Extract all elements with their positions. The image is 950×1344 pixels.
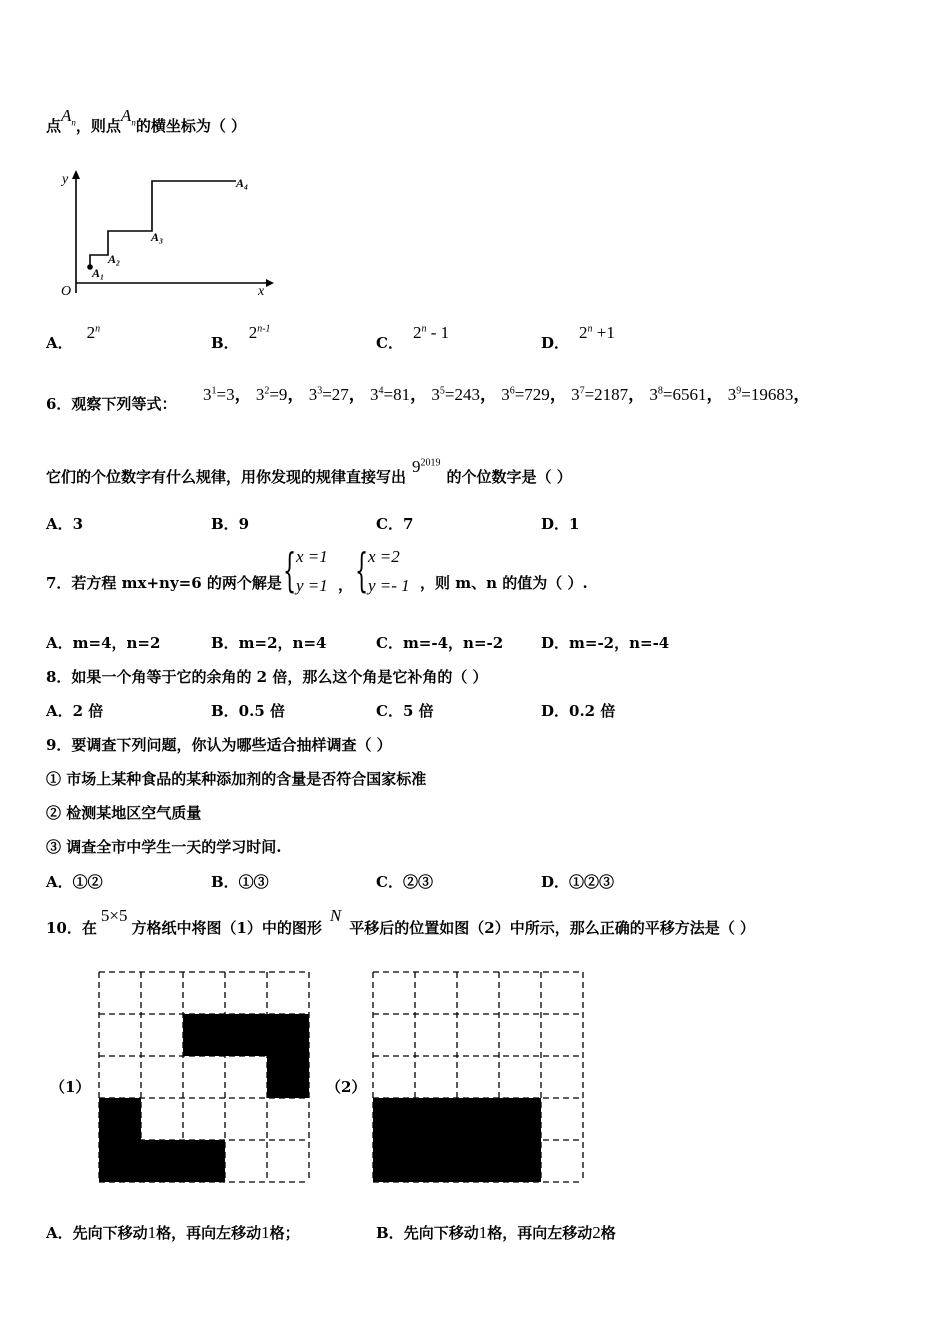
q5-option-c-expr: 2$^n$ - 1 (412, 323, 450, 342)
q6-stem: 6．观察下列等式： (46, 395, 177, 413)
q8-option-c[interactable]: C．5 倍 (376, 702, 434, 720)
q5-staircase-figure (56, 165, 296, 300)
q8-option-d[interactable]: D．0.2 倍 (541, 702, 616, 720)
q7-option-b[interactable]: B．m=2，n=4 (211, 634, 327, 652)
shape-upper-piece (183, 1014, 309, 1098)
q10-stem: 10．在5×5方格纸中将图（1）中的图形N平移后的位置如图（2）中所示，那么正确的平移方法是（ ） (46, 906, 755, 937)
q6-eq-2: $3^2=9$ (255, 385, 288, 404)
q5-option-b-expr: 2$^{n-1}$ (248, 323, 271, 342)
q6-question-line: 它们的个位数字有什么规律，用你发现的规律直接写出$9^{2019}$的个位数字是（ ） (46, 457, 572, 486)
q9-item-3: ③ 调查全市中学生一天的学习时间. (46, 838, 282, 856)
point-a3-label: A₃ (151, 230, 164, 244)
q5-option-d-expr: $2^n +1$ (579, 323, 615, 342)
q8-stem: 8．如果一个角等于它的余角的 2 倍，那么这个角是它补角的（ ） (46, 668, 488, 686)
q10-shape-name: N (329, 906, 342, 925)
q6-eq-8: $3^8=6561$ (649, 385, 707, 404)
q7-brace-1: { (283, 543, 297, 597)
q6-eq-6: $3^6=729$ (501, 385, 550, 404)
q7-stem-b: ，则 m、n 的值为（ ）. (420, 574, 588, 592)
shape-translated (373, 1098, 541, 1182)
q6-eq-1: $3^1=3$ (203, 385, 235, 404)
q9-stem: 9．要调查下列问题，你认为哪些适合抽样调查（ ） (46, 736, 392, 754)
q5-option-c[interactable]: C．2$^n$ - 1 (376, 323, 450, 352)
q7-stem-a: 7．若方程 mx+ny=6 的两个解是 (46, 574, 282, 592)
q7-sol1-x: x =1 (296, 547, 328, 566)
q6-option-c[interactable]: C．7 (376, 515, 414, 533)
y-axis-label: y (62, 172, 69, 187)
q6-eq-7: $3^7=2187$ (571, 385, 629, 404)
q8-option-a[interactable]: A．2 倍 (46, 702, 104, 720)
q7-option-a[interactable]: A．m=4，n=2 (46, 634, 161, 652)
q9-option-b[interactable]: B．①③ (211, 873, 269, 891)
q6-equations: $3^1=3$， $3^2=9$， $3^3=27$， $3^4=81$， $3^5=243$， $3^6=729$， $3^7=2187$， $3^8=6561$， $3^9=19683$， (203, 385, 811, 404)
q10-option-a[interactable]: A．先向下移动1格，再向左移动1格； (46, 1223, 300, 1242)
point-a2-label: A₂ (108, 252, 121, 266)
q6-power-expr: $9^{2019}$ (412, 457, 441, 476)
q6-eq-5: $3^5=243$ (431, 385, 480, 404)
q10-fig2-label: （2） (326, 1078, 367, 1096)
q6-eq-9: $3^9=19683$ (727, 385, 794, 404)
shape-lower-piece (99, 1098, 225, 1182)
q7-brace-2: { (355, 543, 369, 597)
y-axis-arrow-icon (72, 170, 80, 179)
q5-an-symbol-2: $A_n$ (120, 106, 136, 128)
q7-comma: ， (338, 576, 354, 594)
q7-option-d[interactable]: D．m=-2，n=-4 (541, 634, 670, 652)
x-axis-label: x (258, 284, 265, 299)
x-axis-arrow-icon (266, 279, 274, 287)
point-a1-label: A₁ (92, 266, 105, 280)
q8-option-b[interactable]: B．0.5 倍 (211, 702, 285, 720)
q9-item-1: ① 市场上某种食品的某种添加剂的含量是否符合国家标准 (46, 770, 427, 788)
q9-item-2: ② 检测某地区空气质量 (46, 804, 202, 822)
q10-figure-2 (371, 970, 585, 1184)
q7-sol1-y: y =1 (296, 576, 328, 595)
q9-option-d[interactable]: D．①②③ (541, 873, 615, 891)
q6-option-b[interactable]: B．9 (211, 515, 250, 533)
origin-label: O (61, 284, 72, 299)
q10-fig1-label: （1） (50, 1078, 91, 1096)
q7-option-c[interactable]: C．m=-4，n=-2 (376, 634, 504, 652)
point-a4-label: A₄ (236, 176, 249, 190)
q5-option-d[interactable]: D．$2^n +1$ (541, 323, 615, 352)
q9-option-a[interactable]: A．①② (46, 873, 103, 891)
q7-sol2-x: x =2 (368, 547, 400, 566)
q5-option-a[interactable]: A．2$^n$ (46, 323, 101, 352)
q5-stem: 点$A_n$，则点$A_n$的横坐标为（ ） (46, 106, 247, 135)
q9-option-c[interactable]: C．②③ (376, 873, 433, 891)
q10-grid-size: 5×5 (100, 906, 128, 925)
q10-figure-1 (97, 970, 311, 1184)
q5-option-b[interactable]: B．2$^{n-1}$ (211, 323, 271, 352)
q5-an-symbol-1: $A_n$ (61, 106, 76, 128)
q6-option-d[interactable]: D．1 (541, 515, 580, 533)
q7-sol2-y: y =- 1 (368, 576, 410, 595)
q6-eq-3: $3^3=27$ (308, 385, 349, 404)
q6-eq-4: $3^4=81$ (370, 385, 411, 404)
q10-option-b[interactable]: B．先向下移动1格，再向左移动2格 (376, 1223, 616, 1242)
q5-option-a-expr: 2$^n$ (86, 323, 101, 342)
q6-option-a[interactable]: A．3 (46, 515, 84, 533)
